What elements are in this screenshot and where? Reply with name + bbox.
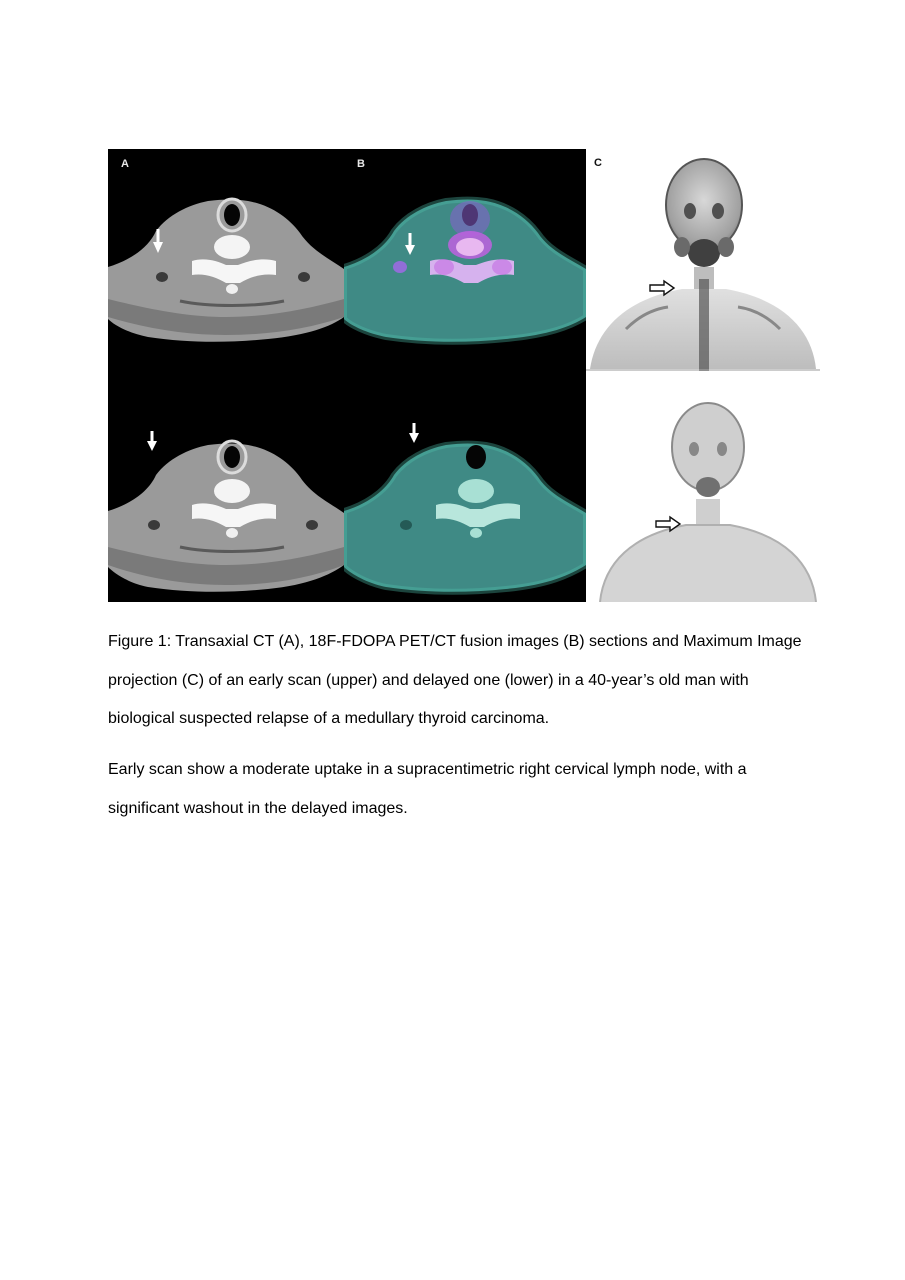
- caption-paragraph-1: Figure 1: Transaxial CT (A), 18F-FDOPA PET/CT fusion images (B) sections and Maximum Image projection (C) of an early scan (upper) and delayed one (lower) in a 40-year’s old man with biological suspected relapse of a medullary thyroid carcinoma.: [108, 633, 802, 727]
- panel-c-mip-delayed: [586, 375, 820, 602]
- panel-c-mip-early: [586, 149, 820, 371]
- mip-delayed-image: [586, 375, 820, 602]
- solid-arrow-down-icon: [409, 423, 419, 443]
- caption-paragraph-2: Early scan show a moderate uptake in a supracentimetric right cervical lymph node, with a significant washout in the delayed images.: [108, 761, 747, 817]
- petct-delayed-image: [344, 375, 586, 602]
- figure-caption: [108, 623, 808, 739]
- ct-early-image: [108, 149, 344, 375]
- petct-early-image: [344, 149, 586, 375]
- panel-a-ct-early: [108, 149, 344, 375]
- panel-b-label: B: [357, 158, 365, 170]
- panel-a-ct-delayed: [108, 375, 344, 602]
- figure-description: [108, 751, 808, 828]
- solid-arrow-down-icon: [147, 431, 157, 451]
- panel-c-label: C: [594, 157, 602, 169]
- panel-b-petct-delayed: [344, 375, 586, 602]
- mip-early-image: [586, 149, 820, 371]
- ct-delayed-image: [108, 375, 344, 602]
- panel-b-petct-early: [344, 149, 586, 375]
- panel-a-label: A: [121, 158, 129, 170]
- figure: [108, 149, 820, 602]
